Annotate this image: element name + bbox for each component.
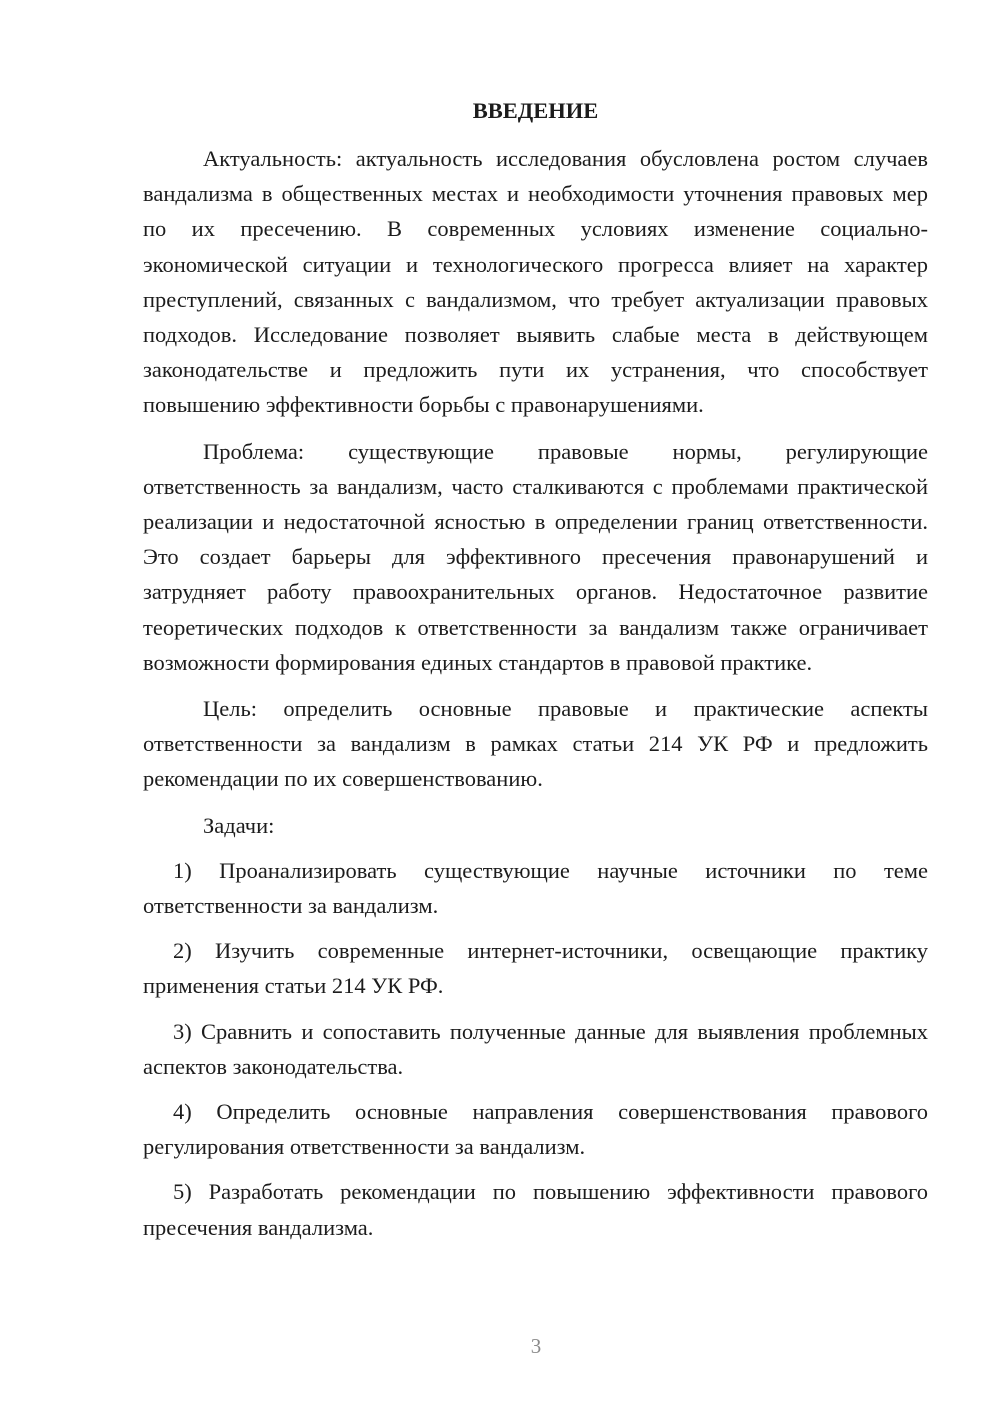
paragraph-relevance: Актуальность: актуальность исследования обусловлена ростом случаев вандализма в общественных местах и необходимости уточнения правовых мер по их пресечению. В современных условиях изменение социально-экономической ситуации и технологического прогресса влияет на характер преступлений, связанных с вандализмом, что требует актуализации правовых подходов. Исследование позволяет выявить слабые места в действующем законодательстве и предложить пути их устранения, что способствует повышению эффективности борьбы с правонарушениями.: [143, 146, 928, 418]
section-heading: ВВЕДЕНИЕ: [472, 98, 599, 123]
page-number: 3: [530, 1334, 542, 1358]
page-content: [143, 93, 928, 1255]
paragraph-problem: Проблема: существующие правовые нормы, регулирующие ответственность за вандализм, часто сталкиваются с проблемами практической реализации и недостаточной ясностью в определении границ ответственности. Это создает барьеры для эффективного пресечения правонарушений и затрудняет работу правоохранительных органов. Недостаточное развитие теоретических подходов к ответственности за вандализм также ограничивает возможности формирования единых стандартов в правовой практике.: [143, 438, 928, 675]
task-item: 4) Определить основные направления совершенствования правового регулирования ответственности за вандализм.: [143, 1099, 928, 1160]
task-item: 5) Разработать рекомендации по повышению эффективности правового пресечения вандализма.: [143, 1179, 928, 1240]
task-item: 3) Сравнить и сопоставить полученные данные для выявления проблемных аспектов законодательства.: [143, 1018, 928, 1079]
task-item: 2) Изучить современные интернет-источники, освещающие практику применения статьи 214 УК РФ.: [143, 938, 928, 999]
task-item: 1) Проанализировать существующие научные источники по теме ответственности за вандализм.: [143, 857, 928, 919]
tasks-list: [143, 853, 928, 1245]
tasks-label: Задачи:: [203, 812, 275, 838]
paragraph-goal: Цель: определить основные правовые и практические аспекты ответственности за вандализм в рамках статьи 214 УК РФ и предложить рекомендации по их совершенствованию.: [143, 696, 928, 792]
